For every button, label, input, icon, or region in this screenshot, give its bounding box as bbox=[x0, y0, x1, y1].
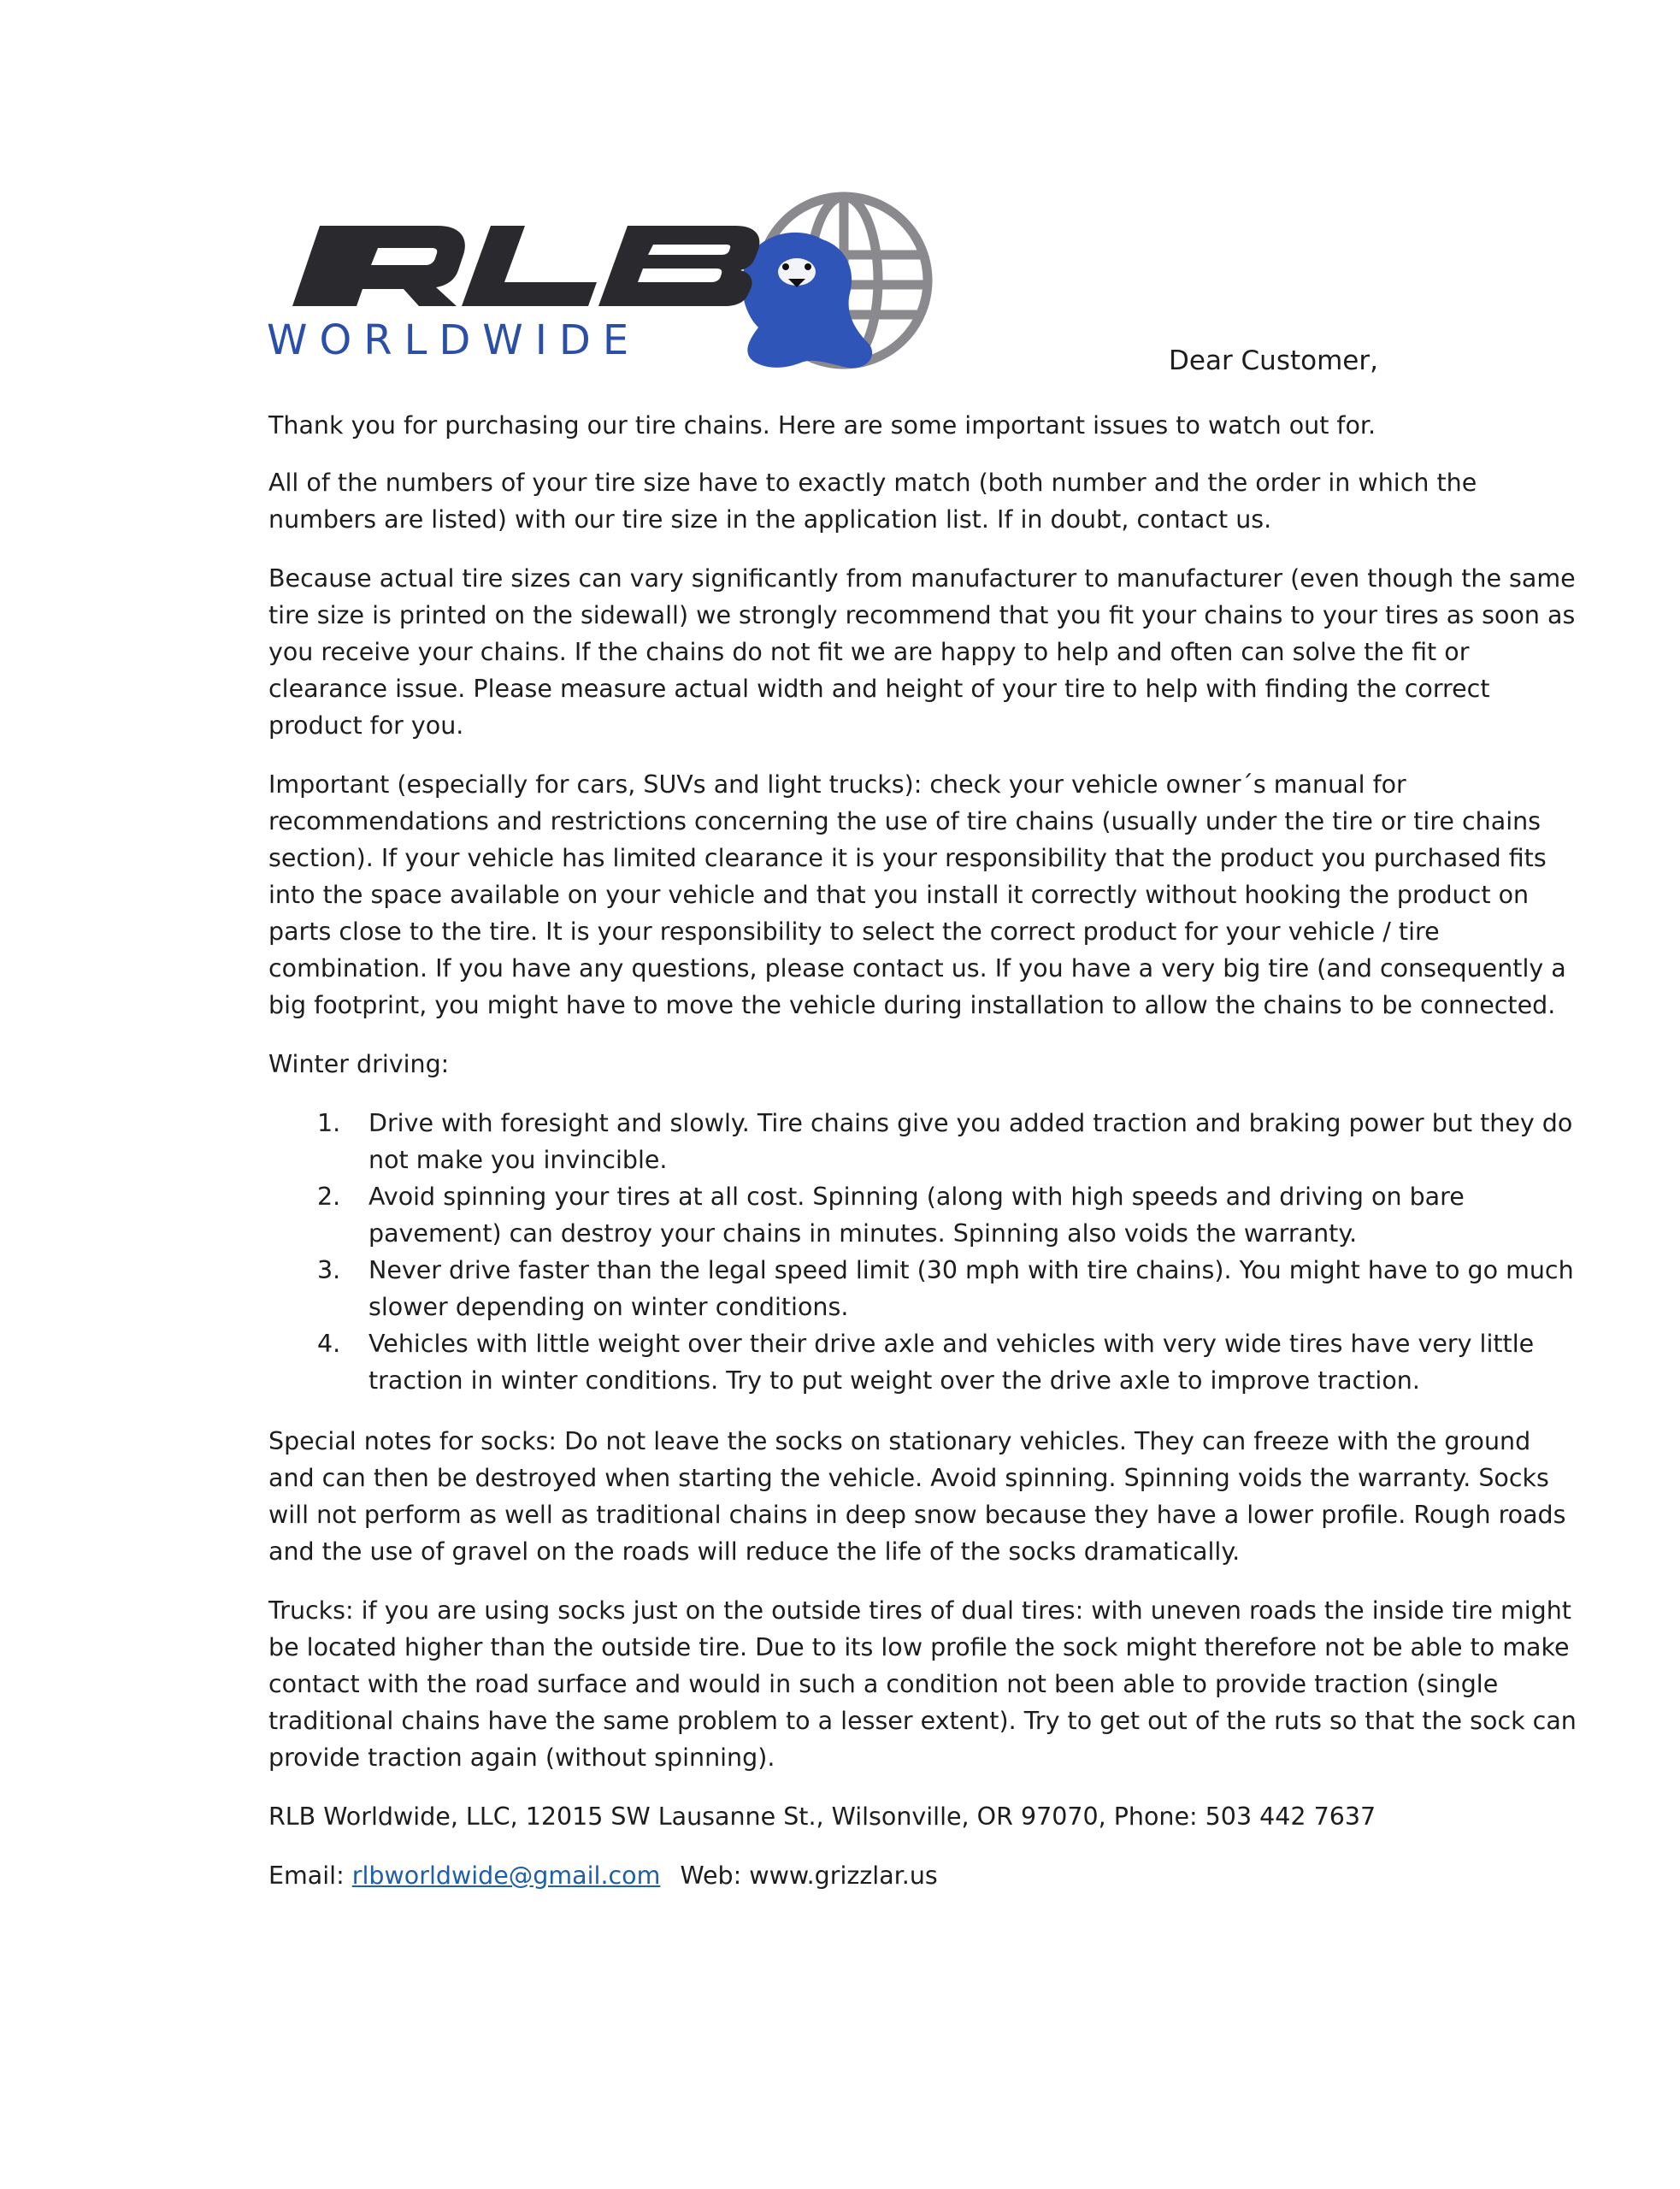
list-item bbox=[268, 1105, 1577, 1178]
winter-rules-list bbox=[268, 1105, 1577, 1399]
web-address[interactable]: www.grizzlar.us bbox=[749, 1862, 938, 1890]
trucks-paragraph: Trucks: if you are using socks just on the outside tires of dual tires: with uneven roads the inside tire might be located higher than the outside tire. Due to its low profile the sock might therefore not be able to make contact with the road surface and would in such a condition not been able to provide traction (single traditional chains have the same problem to a lesser extent). Try to get out of the ruts so that the sock can provide traction again (without spinning). bbox=[268, 1596, 1577, 1772]
list-text: Never drive faster than the legal speed limit (30 mph with tire chains). You might have to go much slower depending on winter conditions. bbox=[368, 1256, 1574, 1321]
list-text: Vehicles with little weight over their drive axle and vehicles with very wide tires have very little traction in winter conditions. Try to put weight over the drive axle to improve traction. bbox=[368, 1330, 1535, 1395]
email-link[interactable]: rlbworldwide@gmail.com bbox=[351, 1862, 661, 1890]
important-paragraph: Important (especially for cars, SUVs and light trucks): check your vehicle owner´s manual for recommendations and restrictions concerning the use of tire chains (usually under the tire or tire chains section). If your vehicle has limited clearance it is your responsibility that the product you purchased fits into the space available on your vehicle and that you install it correctly without hooking the product on parts close to the tire. It is your responsibility to select the correct product for your vehicle / tire combination. If you have any questions, please contact us. If you have a very big tire (and consequently a big footprint, you might have to move the vehicle during installation to allow the chains to be connected. bbox=[268, 770, 1566, 1019]
svg-text:WORLDWIDE: WORLDWIDE bbox=[267, 316, 641, 364]
tire-size-paragraph: All of the numbers of your tire size have to exactly match (both number and the order in which the numbers are listed) with our tire size in the application list. If in doubt, contact us. bbox=[268, 469, 1477, 534]
variation-paragraph: Because actual tire sizes can vary significantly from manufacturer to manufacturer (even though the same tire size is printed on the sidewall) we strongly recommend that you fit your chains to your tires as soon as you receive your chains. If the chains do not fit we are happy to help and often can solve the fit or clearance issue. Please measure actual width and height of your tire to help with finding the correct product for you. bbox=[268, 564, 1576, 740]
rlb-worldwide-logo bbox=[267, 186, 951, 383]
list-text: Avoid spinning your tires at all cost. Spinning (along with high speeds and driving on bare pavement) can destroy your chains in minutes. Spinning also voids the warranty. bbox=[368, 1183, 1465, 1248]
socks-paragraph: Special notes for socks: Do not leave the socks on stationary vehicles. They can freeze with the ground and can then be destroyed when starting the vehicle. Avoid spinning. Spinning voids the warranty. Socks will not perform as well as traditional chains in deep snow because they have a lower profile. Rough roads and the use of gravel on the roads will reduce the life of the socks dramatically. bbox=[268, 1427, 1566, 1566]
list-item bbox=[268, 1178, 1577, 1252]
contact-line bbox=[268, 1857, 1577, 1894]
list-item bbox=[268, 1325, 1577, 1399]
letter-body bbox=[268, 407, 1577, 1916]
list-number: 1. bbox=[317, 1109, 341, 1137]
address-line: RLB Worldwide, LLC, 12015 SW Lausanne St., Wilsonville, OR 97070, Phone: 503 442 7637 bbox=[268, 1803, 1376, 1831]
winter-driving-heading: Winter driving: bbox=[268, 1050, 450, 1078]
intro-paragraph: Thank you for purchasing our tire chains. Here are some important issues to watch out for. bbox=[268, 411, 1376, 440]
email-label: Email: bbox=[268, 1862, 345, 1890]
list-number: 3. bbox=[317, 1256, 341, 1284]
list-number: 4. bbox=[317, 1330, 341, 1358]
greeting: Dear Customer, bbox=[1169, 345, 1378, 376]
web-label: Web: bbox=[680, 1862, 742, 1890]
list-item bbox=[268, 1252, 1577, 1325]
bear-globe-icon bbox=[267, 186, 951, 383]
list-text: Drive with foresight and slowly. Tire chains give you added traction and braking power but they do not make you invincible. bbox=[368, 1109, 1573, 1174]
list-number: 2. bbox=[317, 1183, 341, 1211]
